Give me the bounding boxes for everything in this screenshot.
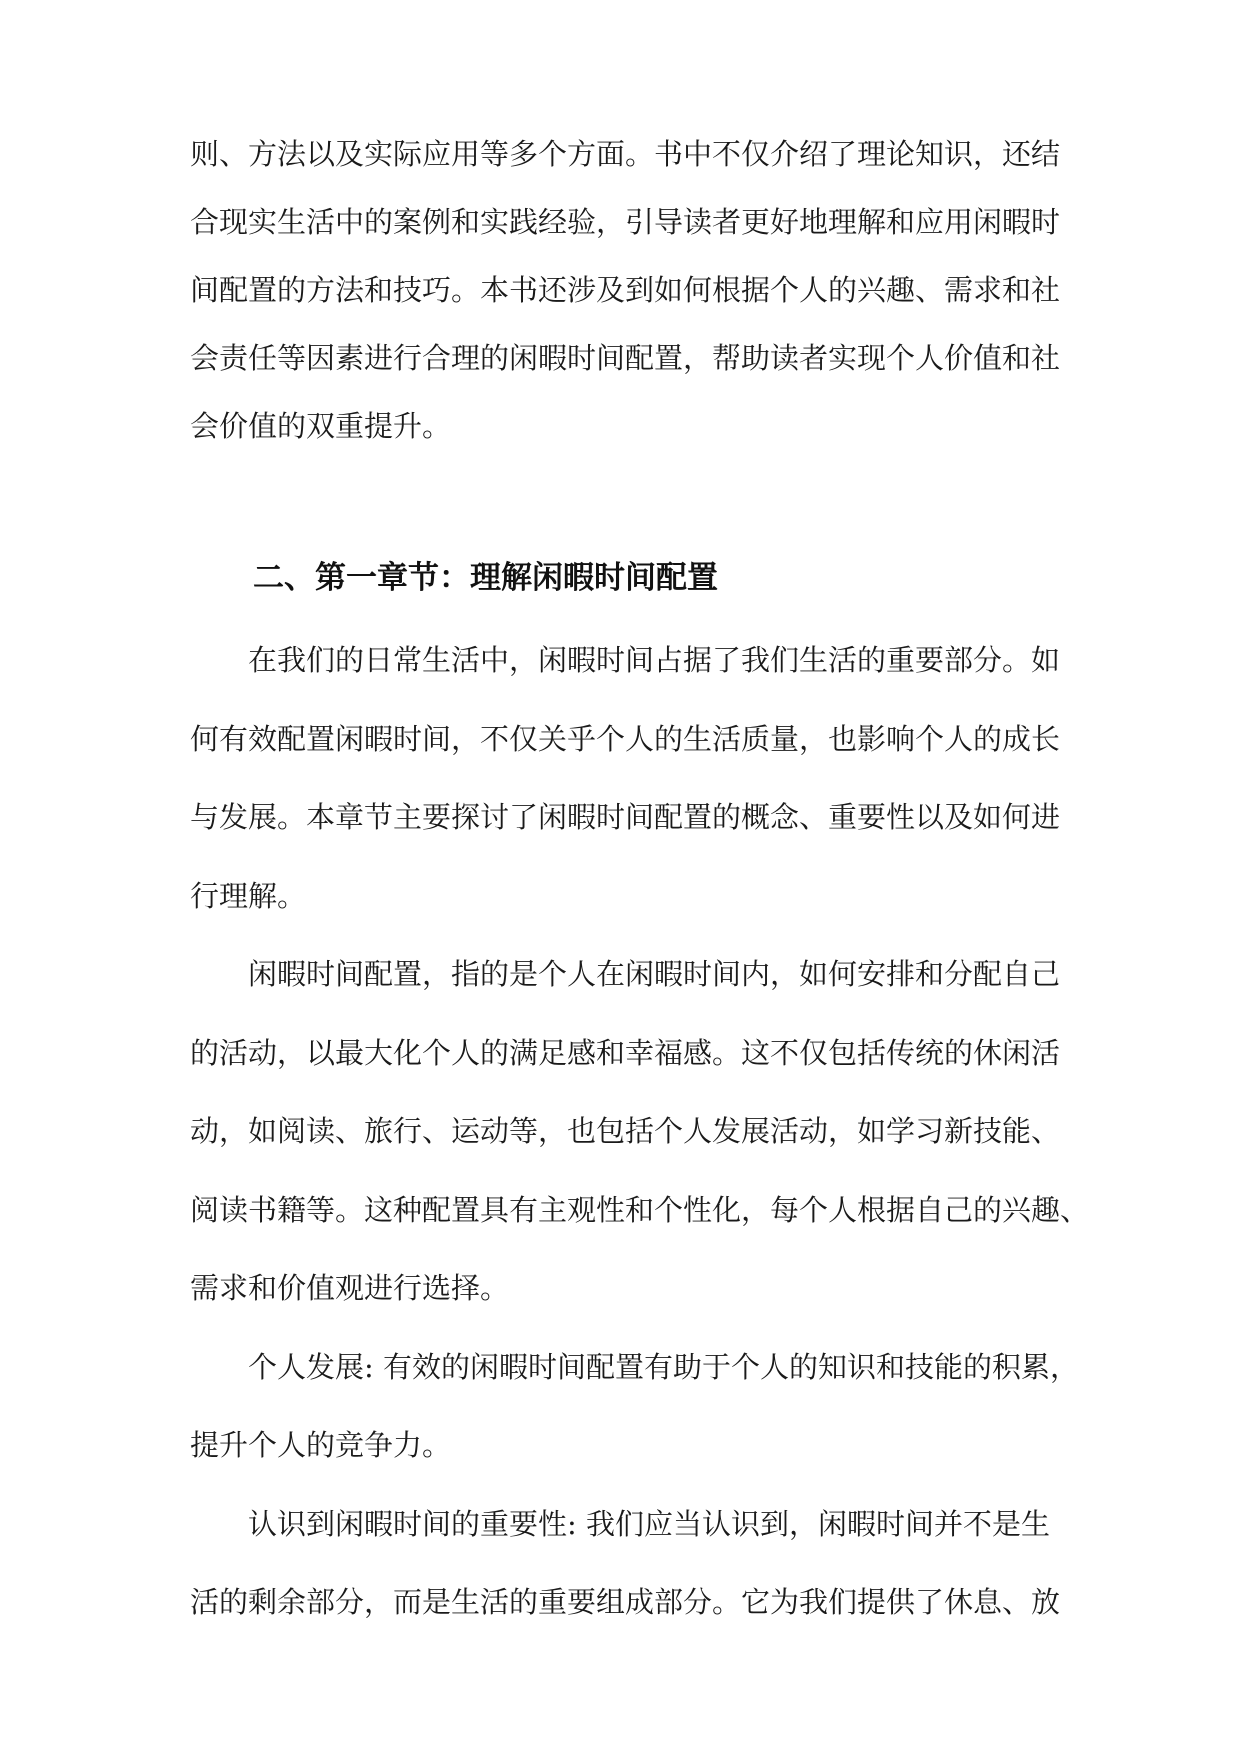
section-heading: 二、第一章节：理解闲暇时间配置 bbox=[253, 560, 718, 596]
paragraph-3-line-1: 个人发展: 有效的闲暇时间配置有助于个人的知识和技能的积累， bbox=[248, 1350, 1079, 1384]
paragraph-2-line-1: 闲暇时间配置，指的是个人在闲暇时间内，如何安排和分配自己 bbox=[248, 957, 1061, 991]
paragraph-1-line-2: 何有效配置闲暇时间，不仅关乎个人的生活质量，也影响个人的成长 bbox=[190, 722, 1061, 756]
intro-line-2: 合现实生活中的案例和实践经验，引导读者更好地理解和应用闲暇时 bbox=[190, 205, 1061, 239]
paragraph-2-line-3: 动，如阅读、旅行、运动等，也包括个人发展活动，如学习新技能、 bbox=[190, 1114, 1061, 1148]
paragraph-2-line-4: 阅读书籍等。这种配置具有主观性和个性化，每个人根据自己的兴趣、 bbox=[190, 1193, 1090, 1227]
paragraph-1-line-4: 行理解。 bbox=[190, 879, 307, 913]
intro-line-5: 会价值的双重提升。 bbox=[190, 409, 452, 443]
paragraph-1-line-1: 在我们的日常生活中，闲暇时间占据了我们生活的重要部分。如 bbox=[248, 643, 1061, 677]
intro-line-4: 会责任等因素进行合理的闲暇时间配置，帮助读者实现个人价值和社 bbox=[190, 341, 1061, 375]
paragraph-2-line-2: 的活动，以最大化个人的满足感和幸福感。这不仅包括传统的休闲活 bbox=[190, 1036, 1061, 1070]
paragraph-3-line-2: 提升个人的竞争力。 bbox=[190, 1428, 452, 1462]
paragraph-4-line-1: 认识到闲暇时间的重要性: 我们应当认识到，闲暇时间并不是生 bbox=[248, 1507, 1050, 1541]
intro-line-3: 间配置的方法和技巧。本书还涉及到如何根据个人的兴趣、需求和社 bbox=[190, 273, 1061, 307]
paragraph-2-line-5: 需求和价值观进行选择。 bbox=[190, 1271, 510, 1305]
paragraph-1-line-3: 与发展。本章节主要探讨了闲暇时间配置的概念、重要性以及如何进 bbox=[190, 800, 1061, 834]
paragraph-4-line-2: 活的剩余部分，而是生活的重要组成部分。它为我们提供了休息、放 bbox=[190, 1585, 1061, 1619]
intro-line-1: 则、方法以及实际应用等多个方面。书中不仅介绍了理论知识，还结 bbox=[190, 137, 1061, 171]
